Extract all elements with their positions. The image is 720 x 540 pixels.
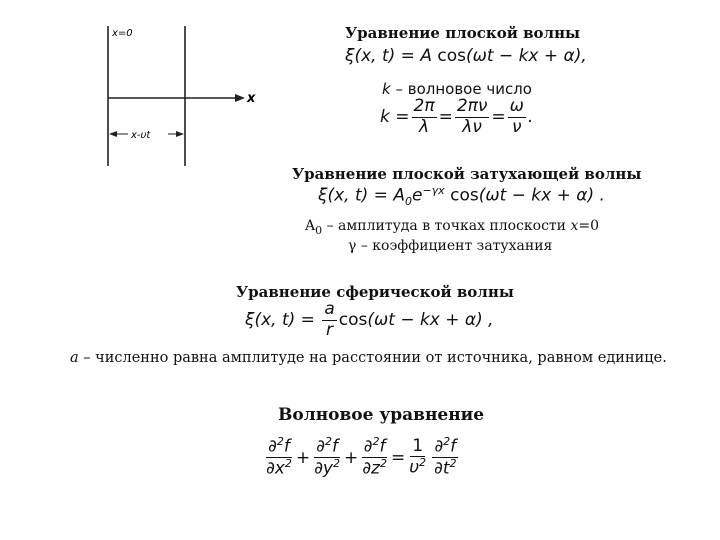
spherical-wave-title: Уравнение сферической волны: [236, 283, 514, 301]
x0-label: x=0: [112, 28, 133, 39]
wave-equation-title: Волновое уравнение: [278, 405, 485, 425]
x-axis-arrow: [235, 94, 245, 102]
distance-arrow-right: [176, 131, 184, 137]
damped-wave-title: Уравнение плоской затухающей волны: [292, 165, 642, 183]
distance-arrow-left: [109, 131, 117, 137]
damped-wave-equation: ξ(x, $t) = A_0e^{-\gamma x}$ cos(ωt − kx + α) .: [318, 184, 605, 209]
gamma-note: γ – коэффициент затухания: [348, 238, 553, 254]
a0-note: $A_0$ – амплитуда в точках плоскости x=0: [305, 218, 600, 237]
plane-wave-title: Уравнение плоской волны: [345, 24, 581, 42]
amplitude-note: a – численно равна амплитуде на расстоянии от источника, равном единице.: [70, 350, 667, 366]
distance-label: x-υt: [131, 130, 151, 141]
wavenumber-note: k – волновое число: [382, 80, 532, 98]
plane-wave-equation: ξ(x, t) = A cos(ωt − kx + α),: [345, 46, 587, 66]
plane-wave-diagram: [95, 22, 270, 172]
spherical-wave-equation: ξ(x, t) = $\frac{a}{r}$ cos (ωt − kx + α) ,: [245, 299, 494, 340]
wavenumber-formula: k = $\frac{2\pi}{\lambda}$ = $\frac{2\pi\nu}{\lambda\nu}$ = $\frac{\omega}{\nu}$ .: [380, 96, 534, 137]
x-axis-label: x: [247, 91, 256, 106]
wave-equation: $\frac{\partial^2f}{\partial x^2}$ + $\frac{\partial^2f}{\partial y^2}$ + $\frac{\partial^2f}{\partial z^2}$ = $\frac{1}{\upsilon^2}$ $\frac{\partial^2f}{\partial t^2}$: [266, 435, 457, 479]
